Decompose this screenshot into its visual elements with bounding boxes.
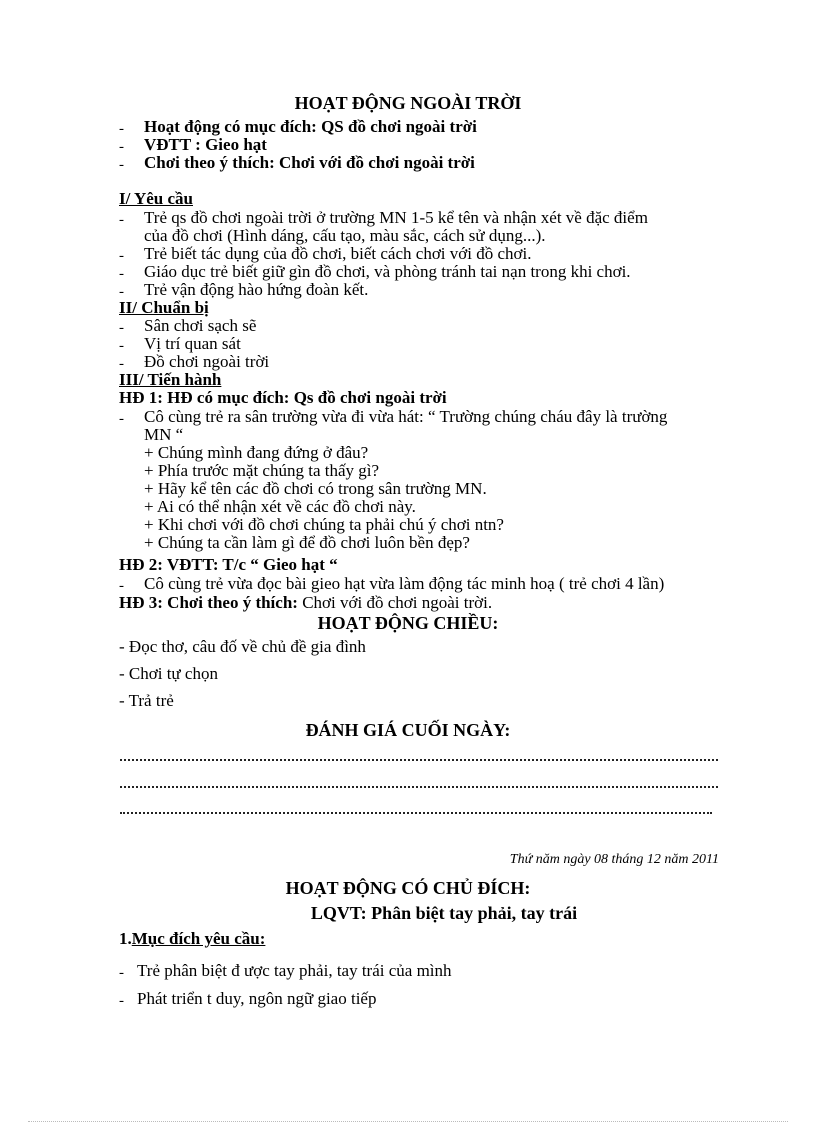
bullet-dash: -	[119, 411, 124, 427]
requirement-item: Trẻ qs đồ chơi ngoài trời ở trường MN 1-5 kể tên và nhận xét về đặc điểm	[144, 208, 648, 227]
bullet-dash: -	[119, 266, 124, 282]
preparation-item: Sân chơi sạch sẽ	[144, 316, 257, 335]
objective-item: VĐTT : Gieo hạt	[144, 135, 267, 154]
lesson-subtitle: LQVT: Phân biệt tay phải, tay trái	[310, 903, 578, 923]
requirement-item-cont: của đồ chơi (Hình dáng, cấu tạo, màu sắc, cách sử dụng...).	[144, 226, 546, 245]
activity-1-question: + Ai có thể nhận xét về các đồ chơi này.	[144, 497, 416, 516]
evaluation-dotted-line	[120, 810, 712, 814]
activity-1-line: Cô cùng trẻ ra sân trường vừa đi vừa hát: “ Trường chúng cháu đây là trường	[144, 407, 668, 426]
evaluation-dotted-line	[120, 784, 718, 788]
objective-item: Chơi theo ý thích: Chơi với đồ chơi ngoài trời	[144, 153, 475, 172]
heading-tien-hanh: III/ Tiến hành	[119, 370, 222, 389]
afternoon-item: - Chơi tự chọn	[119, 664, 218, 683]
bullet-dash: -	[119, 993, 124, 1009]
requirement-item: Trẻ vận động hào hứng đoàn kết.	[144, 280, 369, 299]
activity-2-title: HĐ 2: VĐTT: T/c “ Gieo hạt “	[119, 555, 338, 574]
bullet-dash: -	[119, 338, 124, 354]
page-bottom-rule	[28, 1120, 788, 1122]
objective-item: Hoạt động có mục đích: QS đồ chơi ngoài trời	[144, 117, 477, 136]
heading-yeu-cau: I/ Yêu cầu	[119, 189, 193, 208]
lesson-heading	[119, 930, 265, 948]
evaluation-dotted-line	[120, 757, 718, 761]
activity-3-line	[119, 594, 492, 612]
activity-3-label: HĐ 3: Chơi theo ý thích:	[119, 593, 298, 612]
lesson-date: Thứ năm ngày 08 tháng 12 năm 2011	[509, 852, 719, 867]
activity-3-text: Chơi với đồ chơi ngoài trời.	[297, 593, 493, 612]
activity-1-question: + Phía trước mặt chúng ta thấy gì?	[144, 461, 380, 480]
bullet-dash: -	[119, 284, 124, 300]
activity-1-question: + Chúng ta cần làm gì để đồ chơi luôn bền đẹp?	[144, 533, 470, 552]
bullet-dash: -	[119, 578, 124, 594]
bullet-dash: -	[119, 121, 124, 137]
section-title-evaluation: ĐÁNH GIÁ CUỐI NGÀY:	[305, 720, 511, 740]
activity-1-line: MN “	[144, 425, 184, 444]
requirement-item: Giáo dục trẻ biết giữ gìn đồ chơi, và phòng tránh tai nạn trong khi chơi.	[144, 262, 631, 281]
bullet-dash: -	[119, 248, 124, 264]
lesson-heading-number: 1.	[119, 929, 132, 948]
activity-1-question: + Hãy kể tên các đồ chơi có trong sân trường MN.	[144, 479, 487, 498]
lesson-goal-item: Phát triển t duy, ngôn ngữ giao tiếp	[137, 989, 377, 1008]
bullet-dash: -	[119, 320, 124, 336]
section-title-lesson: HOẠT ĐỘNG CÓ CHỦ ĐÍCH:	[285, 878, 531, 898]
activity-1-title: HĐ 1: HĐ có mục đích: Qs đồ chơi ngoài trời	[119, 388, 447, 407]
afternoon-item: - Trả trẻ	[119, 691, 174, 710]
activity-2-line: Cô cùng trẻ vừa đọc bài gieo hạt vừa làm động tác minh hoạ ( trẻ chơi 4 lần)	[144, 574, 665, 593]
heading-chuan-bi: II/ Chuẩn bị	[119, 298, 209, 317]
bullet-dash: -	[119, 157, 124, 173]
lesson-goal-item: Trẻ phân biệt đ ược tay phải, tay trái của mình	[137, 961, 452, 980]
lesson-heading-text: Mục đích yêu cầu:	[131, 929, 266, 948]
bullet-dash: -	[119, 356, 124, 372]
bullet-dash: -	[119, 139, 124, 155]
section-title-outdoor: HOẠT ĐỘNG NGOÀI TRỜI	[294, 93, 522, 113]
preparation-item: Đồ chơi ngoài trời	[144, 352, 270, 371]
activity-1-question: + Khi chơi với đồ chơi chúng ta phải chú ý chơi ntn?	[144, 515, 504, 534]
afternoon-item: - Đọc thơ, câu đố về chủ đề gia đình	[119, 637, 366, 656]
section-title-afternoon: HOẠT ĐỘNG CHIỀU:	[317, 613, 499, 633]
bullet-dash: -	[119, 212, 124, 228]
activity-1-question: + Chúng mình đang đứng ở đâu?	[144, 443, 369, 462]
preparation-item: Vị trí quan sát	[144, 334, 241, 353]
requirement-item: Trẻ biết tác dụng của đồ chơi, biết cách chơi với đồ chơi.	[144, 244, 532, 263]
bullet-dash: -	[119, 965, 124, 981]
